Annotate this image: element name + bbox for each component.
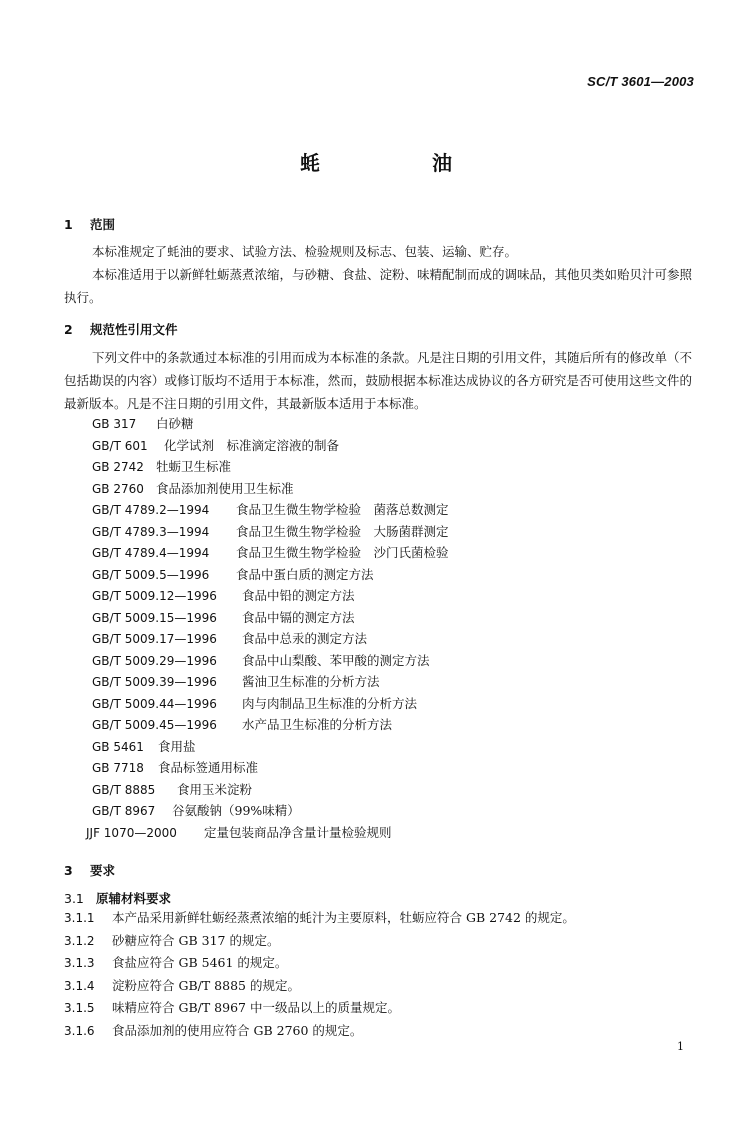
scope-paragraph-1: 本标准规定了蚝油的要求、试验方法、检验规则及标志、包装、运输、贮存。 bbox=[92, 244, 518, 259]
reference-title: 白砂糖 bbox=[156, 416, 194, 431]
section-number: 3 bbox=[64, 863, 73, 878]
clause-text: 本产品采用新鲜牡蛎经蒸煮浓缩的蚝汁为主要原料，牡蛎应符合 GB 2742 的规定。 bbox=[112, 910, 575, 925]
clause-number: 3.1.4 bbox=[64, 978, 95, 993]
reference-code: GB 7718 bbox=[92, 761, 144, 775]
reference-code: GB/T 8967 bbox=[92, 804, 156, 818]
reference-title: 食品中镉的测定方法 bbox=[242, 609, 355, 625]
subsection-title: 原辅材料要求 bbox=[96, 891, 172, 906]
section-heading-scope bbox=[64, 215, 115, 233]
clause-item bbox=[64, 997, 575, 1020]
reference-code: GB/T 8885 bbox=[92, 782, 156, 797]
reference-item bbox=[92, 521, 449, 543]
reference-code: JJF 1070—2000 bbox=[86, 825, 177, 840]
clause-text: 食盐应符合 GB 5461 的规定。 bbox=[112, 955, 288, 970]
reference-title: 食品中蛋白质的测定方法 bbox=[236, 566, 374, 582]
section-number: 1 bbox=[64, 217, 73, 232]
reference-title: 食品中铅的测定方法 bbox=[242, 588, 355, 603]
reference-item bbox=[92, 736, 449, 758]
reference-title: 酱油卫生标准的分析方法 bbox=[242, 674, 380, 689]
reference-item bbox=[92, 478, 449, 500]
scope-paragraph-2: 本标准适用于以新鲜牡蛎蒸煮浓缩，与砂糖、食盐、淀粉、味精配制而成的调味品，其他贝类如贻贝汁可参照执行。 bbox=[64, 267, 693, 305]
reference-item bbox=[92, 628, 449, 650]
clause-text: 食品添加剂的使用应符合 GB 2760 的规定。 bbox=[112, 1022, 363, 1038]
reference-title: 水产品卫生标准的分析方法 bbox=[242, 717, 393, 732]
reference-code: GB/T 601 bbox=[92, 438, 148, 453]
reference-item bbox=[92, 564, 449, 586]
reference-code: GB/T 5009.44—1996 bbox=[92, 696, 217, 711]
clause-number: 3.1.3 bbox=[64, 956, 95, 970]
section-number: 2 bbox=[64, 322, 73, 337]
reference-item bbox=[92, 435, 449, 457]
reference-code: GB/T 5009.5—1996 bbox=[92, 567, 210, 582]
section-heading-references bbox=[64, 320, 178, 338]
clause-text: 淀粉应符合 GB/T 8885 的规定。 bbox=[112, 977, 300, 993]
reference-title: 食品卫生微生物学检验 大肠菌群测定 bbox=[236, 523, 449, 539]
clause-item bbox=[64, 930, 575, 953]
reference-item bbox=[92, 650, 449, 672]
clause-text: 味精应符合 GB/T 8967 中一级品以上的质量规定。 bbox=[112, 1000, 400, 1015]
reference-title: 谷氨酸钠（99%味精） bbox=[172, 803, 300, 818]
reference-code: GB 5461 bbox=[92, 739, 144, 754]
section-heading-requirements bbox=[64, 861, 115, 879]
reference-item bbox=[92, 413, 449, 435]
reference-code: GB 317 bbox=[92, 417, 137, 431]
subsection-heading-materials bbox=[64, 889, 171, 907]
reference-code: GB 2760 bbox=[92, 481, 144, 496]
page-number: 1 bbox=[677, 1040, 684, 1053]
clause-number: 3.1.2 bbox=[64, 933, 95, 948]
clause-number: 3.1.6 bbox=[64, 1023, 95, 1038]
clause-number: 3.1.1 bbox=[64, 911, 95, 925]
reference-code: GB/T 5009.39—1996 bbox=[92, 675, 217, 689]
references-intro: 下列文件中的条款通过本标准的引用而成为本标准的条款。凡是注日期的引用文件，其随后所有的修改单（不包括勘误的内容）或修订版均不适用于本标准，然而，鼓励根据本标准达成协议的各方研究是否可使用这些文件的最新版本。凡是不注日期的引用文件，其最新版本适用于本标准。 bbox=[64, 350, 693, 411]
section-title: 要求 bbox=[90, 863, 116, 878]
reference-item bbox=[92, 714, 449, 736]
reference-title: 食品中山梨酸、苯甲酸的测定方法 bbox=[242, 652, 430, 668]
reference-code: GB/T 5009.15—1996 bbox=[92, 610, 217, 625]
reference-list bbox=[86, 413, 449, 843]
standard-code: SC/T 3601—2003 bbox=[587, 74, 694, 89]
reference-title: 化学试剂 标准滴定溶液的制备 bbox=[164, 437, 340, 453]
reference-item bbox=[92, 779, 449, 801]
clause-text: 砂糖应符合 GB 317 的规定。 bbox=[112, 932, 280, 948]
clause-item bbox=[64, 952, 575, 975]
clause-item bbox=[64, 907, 575, 930]
document-title bbox=[0, 147, 752, 176]
clause-item bbox=[64, 1020, 575, 1043]
section-title: 规范性引用文件 bbox=[90, 322, 178, 337]
reference-item bbox=[92, 757, 449, 779]
section-title: 范围 bbox=[90, 217, 116, 232]
reference-item bbox=[92, 800, 449, 822]
subsection-number: 3.1 bbox=[64, 891, 84, 906]
reference-item bbox=[92, 693, 449, 715]
reference-item bbox=[92, 542, 449, 564]
reference-item bbox=[86, 822, 449, 844]
title-char-1: 蚝 bbox=[300, 151, 320, 175]
reference-item bbox=[92, 499, 449, 521]
reference-item bbox=[92, 671, 449, 693]
reference-code: GB/T 5009.17—1996 bbox=[92, 632, 217, 646]
clause-number: 3.1.5 bbox=[64, 1001, 95, 1015]
reference-code: GB/T 5009.45—1996 bbox=[92, 718, 217, 732]
reference-item bbox=[92, 607, 449, 629]
title-char-2: 油 bbox=[432, 151, 452, 175]
reference-item bbox=[92, 585, 449, 607]
reference-title: 食品添加剂使用卫生标准 bbox=[156, 480, 294, 496]
reference-title: 食品中总汞的测定方法 bbox=[242, 631, 368, 646]
reference-code: GB/T 4789.4—1994 bbox=[92, 546, 210, 560]
reference-code: GB/T 5009.12—1996 bbox=[92, 589, 217, 603]
reference-title: 食品卫生微生物学检验 沙门氏菌检验 bbox=[236, 545, 449, 560]
reference-title: 定量包装商品净含量计量检验规则 bbox=[204, 824, 392, 840]
reference-title: 食品标签通用标准 bbox=[158, 760, 259, 775]
reference-title: 肉与肉制品卫生标准的分析方法 bbox=[242, 695, 418, 711]
reference-code: GB/T 5009.29—1996 bbox=[92, 653, 217, 668]
reference-item bbox=[92, 456, 449, 478]
reference-code: GB/T 4789.3—1994 bbox=[92, 524, 210, 539]
reference-title: 食用盐 bbox=[158, 738, 196, 754]
reference-title: 食品卫生微生物学检验 菌落总数测定 bbox=[236, 502, 449, 517]
reference-title: 食用玉米淀粉 bbox=[177, 781, 253, 797]
reference-title: 牡蛎卫生标准 bbox=[156, 459, 232, 474]
clause-item bbox=[64, 975, 575, 998]
reference-code: GB/T 4789.2—1994 bbox=[92, 503, 210, 517]
clause-list bbox=[64, 907, 575, 1042]
reference-code: GB 2742 bbox=[92, 460, 144, 474]
